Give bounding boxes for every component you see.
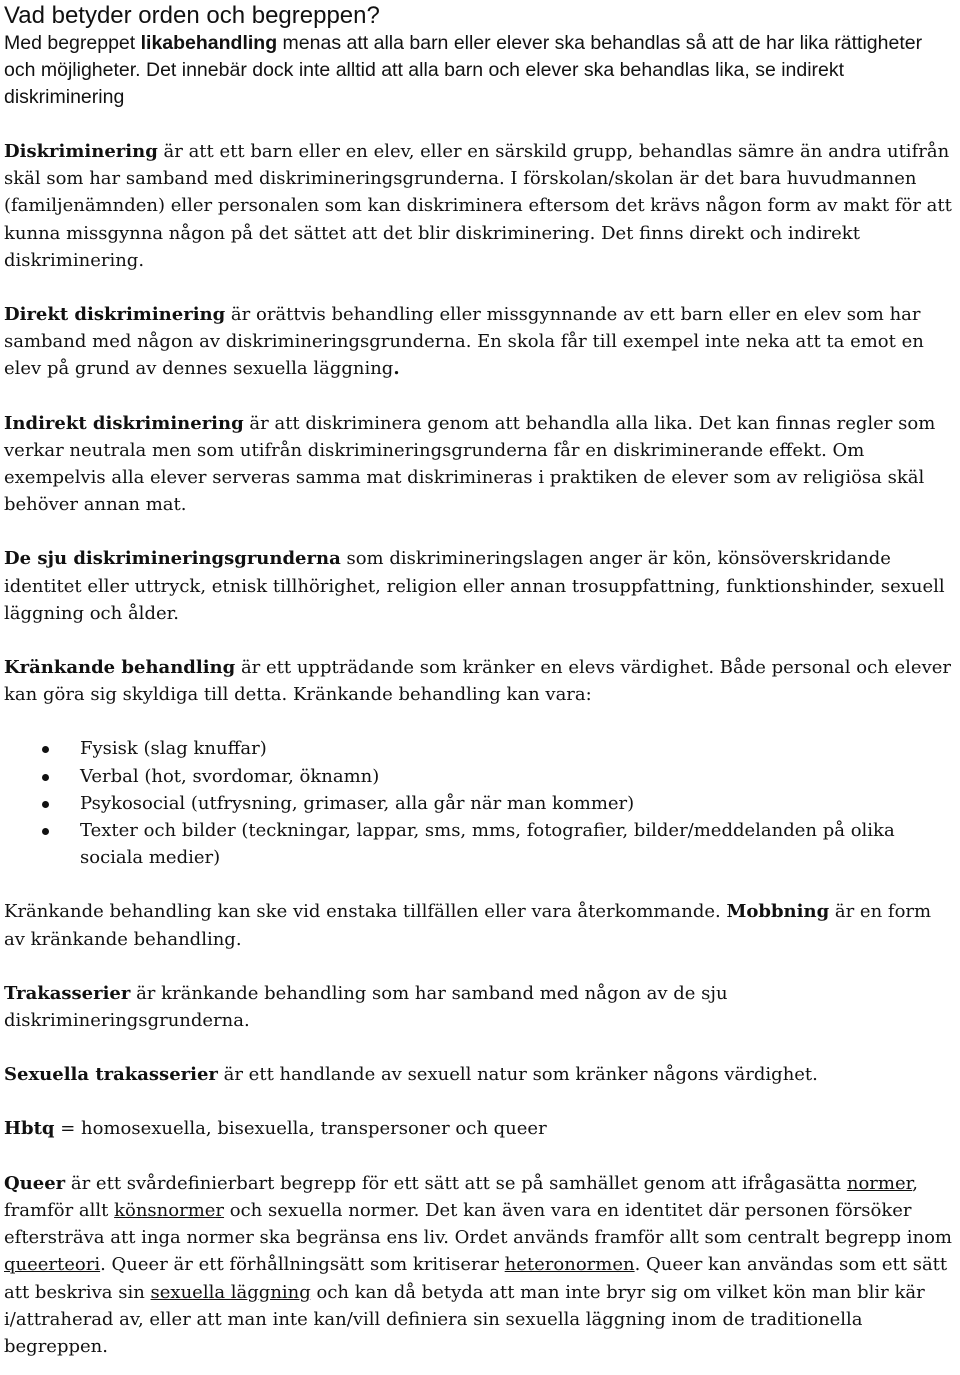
link-heteronormen[interactable]: heteronormen (504, 1254, 635, 1276)
bullet-list (4, 735, 956, 871)
term-indirekt-diskriminering: Indirekt diskriminering (4, 412, 244, 434)
text-span: och sexuella normer. Det kan även vara en identitet där personen försöker eftersträva att inga normer ska begränsa ens liv. Ordet används framför allt som centralt begrepp inom (4, 1199, 952, 1249)
bullet-icon (42, 746, 49, 753)
text-span: menas att alla barn eller elever ska behandlas så att de har lika rättigheter och möjligheter. Det innebär dock inte alltid att alla barn och elever ska behandlas lika, se indirekt diskriminering (4, 32, 923, 108)
text-span: = homosexuella, bisexuella, transpersoner och queer (54, 1118, 547, 1140)
term-trakasserier: Trakasserier (4, 982, 131, 1004)
text-span: är ett handlande av sexuell natur som kränker någons värdighet. (217, 1064, 818, 1086)
term-krankande-behandling: Kränkande behandling (4, 657, 236, 679)
text-span: är kränkande behandling som har samband med någon av de sju diskrimineringsgrunderna. (4, 982, 728, 1032)
link-queerteori[interactable]: queerteori (4, 1254, 101, 1276)
text-span: som diskrimineringslagen anger är kön, könsöverskridande identitet eller uttryck, etnisk tillhörighet, religion eller annan trosuppfattning, funktionshinder, sexuell läggning och ålder. (4, 548, 945, 624)
paragraph-indirekt-diskriminering (4, 410, 956, 519)
text-span: är ett uppträdande som kränker en elevs värdighet. Både personal och elever kan göra sig skyldiga till detta. Kränkande behandling kan vara: (4, 657, 951, 706)
text-span: . (393, 358, 400, 380)
term-sexuella-trakasserier: Sexuella trakasserier (4, 1064, 218, 1086)
text-span: och kan då betyda att man inte bryr sig om vilket kön man blir kär i/attraherad av, eller att man inte kan/vill definiera sin sexuella läggning inom de traditionella begreppen. (4, 1281, 925, 1357)
text-span: I förskolan/skolan är det bara huvudmannen (familjenämnden) eller personalen som kan diskriminera eftersom det krävs någon form av makt för att kunna missgynna någon på det sättet att det blir diskriminering. Det finns direkt och indirekt diskriminering. (4, 168, 952, 271)
term-mobbning: Mobbning (726, 901, 830, 923)
document-page (4, 0, 956, 1360)
text-span: Kränkande behandling kan ske vid enstaka tillfällen eller vara återkommande. (4, 901, 727, 923)
list-item-text: Texter och bilder (teckningar, lappar, sms, mms, fotografier, bilder/meddelanden på olika sociala medier) (80, 820, 895, 869)
list-item-text: Verbal (hot, svordomar, öknamn) (80, 765, 380, 787)
link-konsnormer[interactable]: könsnormer (114, 1199, 225, 1221)
text-span: är att diskriminera genom att behandla alla lika. Det kan finnas regler som verkar neutrala men som utifrån diskrimineringsgrunderna får en diskriminerande effekt. Om exempelvis alla elever serveras samma mat diskrimineras i praktiken de elever som av religiösa skäl behöver annan mat. (4, 412, 936, 516)
text-span: är att ett barn eller en elev, eller en särskild grupp, behandlas sämre än andra utifrån skäl som har samband med diskrimineringsgrunderna. (4, 141, 950, 190)
text-span: Med begreppet (4, 32, 141, 54)
bullet-icon (42, 774, 49, 781)
term-diskriminering: Diskriminering (4, 141, 158, 162)
paragraph-trakasserier (4, 980, 956, 1034)
list-item (4, 763, 956, 790)
page-title: Vad betyder orden och begreppen? (4, 2, 380, 29)
term-likabehandling: likabehandling (140, 32, 278, 54)
list-item-text: Psykosocial (utfrysning, grimaser, alla går när man kommer) (80, 792, 635, 814)
paragraph-direkt-diskriminering (4, 301, 956, 383)
text-span: . Queer kan användas som ett sätt att beskriva sin (4, 1254, 948, 1303)
text-span: , framför allt (4, 1172, 918, 1221)
paragraph-mobbning (4, 898, 956, 952)
text-span: är orättvis behandling eller missgynnande av ett barn eller en elev som har samband med någon av diskrimineringsgrunderna. En skola får till exempel inte neka att ta emot en elev på grund av dennes sexuella läggning (4, 304, 924, 380)
paragraph-sexuella-trakasserier (4, 1061, 956, 1088)
text-span: . Queer är ett förhållningsätt som kritiserar (100, 1254, 505, 1276)
list-item (4, 790, 956, 817)
list-item-text: Fysisk (slag knuffar) (80, 738, 267, 760)
term-hbtq: Hbtq (4, 1118, 55, 1140)
list-item (4, 817, 956, 871)
paragraph-hbtq (4, 1115, 956, 1142)
bullet-icon (42, 801, 49, 808)
paragraph-krankande-behandling (4, 654, 956, 708)
paragraph-queer (4, 1170, 956, 1360)
paragraph-likabehandling (4, 30, 956, 111)
term-direkt-diskriminering: Direkt diskriminering (4, 304, 226, 326)
paragraph-diskrimineringsgrunderna (4, 545, 956, 627)
text-span: är en form av kränkande behandling. (4, 901, 932, 950)
text-span: är ett svårdefinierbart begrepp för ett sätt att se på samhället genom att ifrågasätta (65, 1172, 847, 1194)
bullet-icon (42, 828, 49, 835)
link-sexuella-laggning[interactable]: sexuella läggning (150, 1281, 311, 1303)
link-normer[interactable]: normer (846, 1172, 913, 1194)
term-queer: Queer (4, 1172, 66, 1194)
paragraph-diskriminering (4, 138, 956, 274)
term-diskrimineringsgrunderna: De sju diskrimineringsgrunderna (4, 548, 341, 570)
list-item (4, 735, 956, 762)
